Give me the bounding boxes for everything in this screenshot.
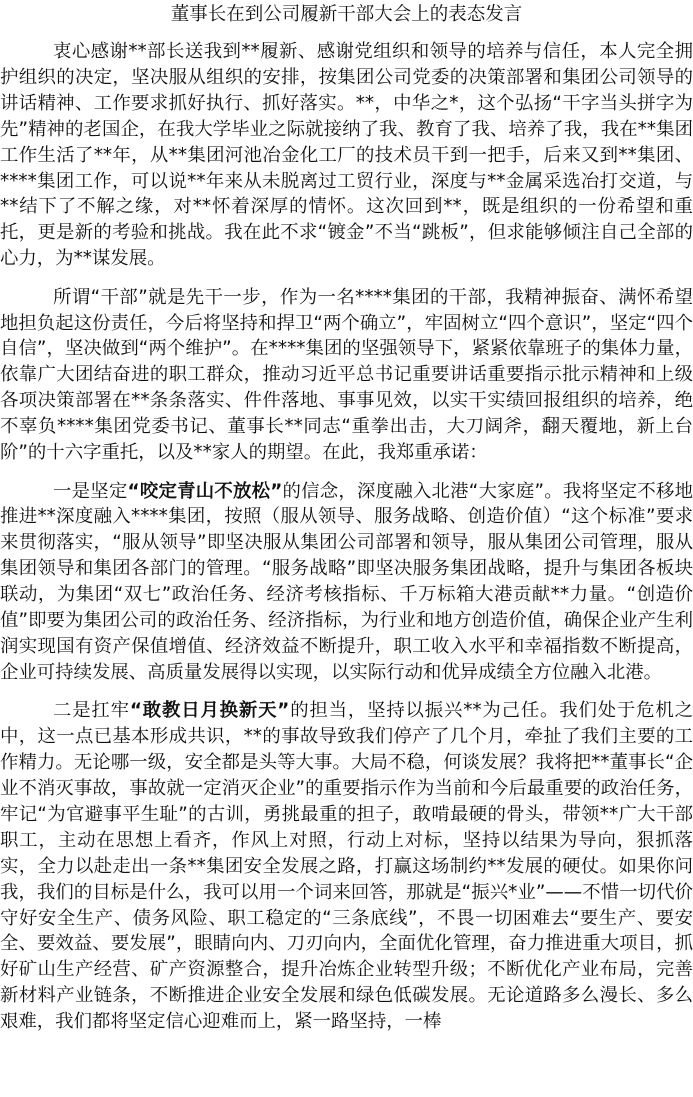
paragraph-emphasis: “敢教日月换新天”: [129, 700, 290, 722]
paragraph-3: [0, 479, 693, 686]
document-body: [0, 39, 693, 1048]
paragraph-1: [0, 39, 693, 272]
document-title: 董事长在到公司履新干部大会上的表态发言: [170, 4, 523, 25]
paragraph-emphasis: “咬定青山不放松”: [127, 480, 283, 502]
paragraph-text: 的信念，深度融入北港“大家庭”。我将坚定不移地推进**深度融入****集团，按照（服从领导、服务战略、创造价值）“这个标准”要求来贯彻落实，“服从领导”即坚决服从集团公司部署和领导，服从集团公司管理，服从集团领导和集团各部门的管理。“服务战略”即坚决服务集团战略，提升与集团各板块联动，为集团“双七”政治任务、经济考核指标、千万标箱大港贡献**力量。“创造价值”即要为集团公司的政治任务、经济指标，为行业和地方创造价值，确保企业产生利润实现国有资产保值增值、经济效益不断提升，职工收入水平和幸福指数不断提高，企业可持续发展、高质量发展得以实现，以实际行动和优异成绩全方位融入北港。: [0, 480, 693, 683]
paragraph-lead: 二是扛牢: [53, 700, 130, 722]
paragraph-2: [0, 285, 693, 466]
paragraph-4: [0, 698, 693, 1035]
paragraph-text: 所谓“干部”就是先干一步，作为一名****集团的干部，我精神振奋、满怀希望地担负起这份责任，今后将坚持和捍卫“两个确立”，牢固树立“四个意识”，坚定“四个自信”，坚决做到“两个维护”。在****集团的坚强领导下，紧紧依靠班子的集体力量，依靠广大团结奋进的职工群众，推动习近平总书记重要讲话重要指示批示精神和上级各项决策部署在**条条落实、件件落地、事事见效，以实干实绩回报组织的培养，绝不辜负****集团党委书记、董事长**同志“重拳出击，大刀阔斧，翻天覆地，新上台阶”的十六字重托，以及**家人的期望。在此，我郑重承诺：: [0, 286, 693, 464]
paragraph-lead: 一是坚定: [53, 480, 128, 502]
paragraph-text: 的担当，坚持以振兴**为己任。我们处于危机之中，这一点已基本形成共识，**的事故导致我们停产了几个月，牵扯了我们主要的工作精力。无论哪一级，安全都是头等大事。大局不稳，何谈发展？我将把**董事长“企业不消灭事故，事故就一定消灭企业”的重要指示作为当前和今后最重要的政治任务，牢记“为官避事平生耻”的古训，勇挑最重的担子，敢啃最硬的骨头，带领**广大干部职工，主动在思想上看齐，作风上对照，行动上对标，坚持以结果为导向，狠抓落实，全力以赴走出一条**集团安全发展之路，打赢这场制约**发展的硬仗。如果你问我，我们的目标是什么，我可以用一个词来回答，那就是“振兴*业”——不惜一切代价守好安全生产、债务风险、职工稳定的“三条底线”，不畏一切困难去“要生产、要安全、要效益、要发展”，眼睛向内、刀刃向内，全面优化管理，奋力推进重大项目，抓好矿山生产经营、矿产资源整合，提升冶炼企业转型升级；不断优化产业布局，完善新材料产业链条，不断推进企业安全发展和绿色低碳发展。无论道路多么漫长、多么艰难，我们都将坚定信心迎难而上，紧一路坚持，一棒: [0, 700, 693, 1033]
paragraph-text: 衷心感谢**部长送我到**履新、感谢党组织和领导的培养与信任，本人完全拥护组织的决定，坚决服从组织的安排，按集团公司党委的决策部署和集团公司领导的讲话精神、工作要求抓好执行、抓好落实。**，中华之*，这个弘扬“干字当头拼字为先”精神的老国企，在我大学毕业之际就接纳了我、教育了我、培养了我，我在**集团工作生活了**年，从**集团河池冶金化工厂的技术员干到一把手，后来又到**集团、****集团工作，可以说**年来从未脱离过工贸行业，深度与**金属采选冶打交道，与**结下了不解之缘，对**怀着深厚的情怀。这次回到**，既是组织的一份希望和重托，更是新的考验和挑战。我在此不求“镀金”不当“跳板”，但求能够倾注自己全部的心力，为**谋发展。: [0, 41, 693, 270]
